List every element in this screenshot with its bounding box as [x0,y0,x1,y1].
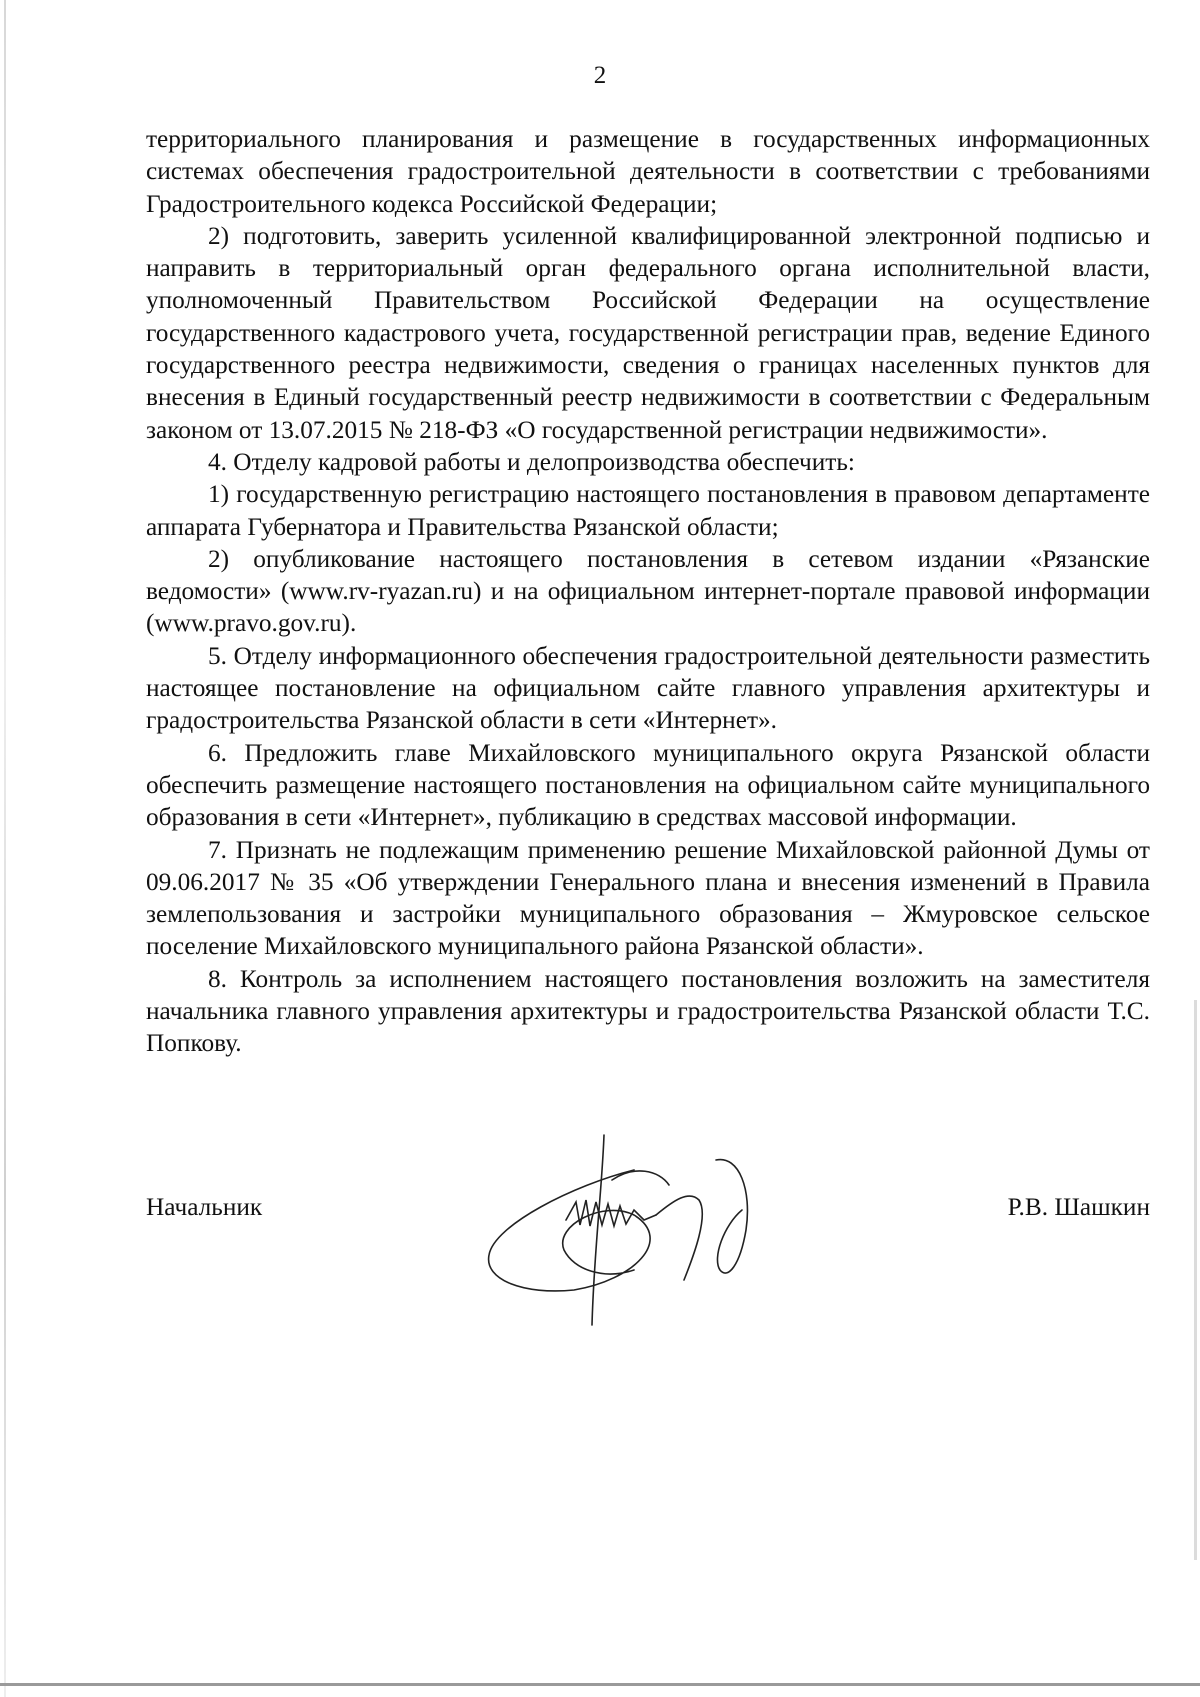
scan-edge-right [1194,1000,1197,1560]
scan-edge-left [4,0,6,1697]
handwritten-signature [484,1130,804,1350]
document-body [146,123,1150,1060]
paragraph-item-3-2: 2) подготовить, заверить усиленной квалифицированной электронной подписью и направить в территориальный орган федерального органа исполнительной власти, уполномоченный Правительством Российской Федерации на осуществление государственного кадастрового учета, государственной регистрации прав, ведение Единого государственного реестра недвижимости, сведения о границах населенных пунктов для внесения в Единый государственный реестр недвижимости в соответствии с Федеральным законом от 13.07.2015 № 218-ФЗ «О государственной регистрации недвижимости». [146,221,1150,444]
scan-edge-bottom [0,1683,1200,1686]
paragraph-item-8: 8. Контроль за исполнением настоящего постановления возложить на заместителя начальника главного управления архитектуры и градостроительства Рязанской области Т.С. Попкову. [146,964,1150,1058]
paragraph-item-5: 5. Отделу информационного обеспечения градостроительной деятельности разместить настоящее постановление на официальном сайте главного управления архитектуры и градостроительства Рязанской области в сети «Интернет». [146,641,1150,735]
signatory-name: Р.В. Шашкин [1007,1193,1150,1221]
paragraph-item-4-1: 1) государственную регистрацию настоящего постановления в правовом департаменте аппарата Губернатора и Правительства Рязанской области; [146,480,1150,541]
paragraph-item-6: 6. Предложить главе Михайловского муниципального округа Рязанской области обеспечить размещение настоящего постановления на официальном сайте муниципального образования в сети «Интернет», публикацию в средствах массовой информации. [146,738,1150,832]
paragraph-item-4: 4. Отделу кадровой работы и делопроизводства обеспечить: [208,447,855,476]
paragraph-item-7: 7. Признать не подлежащим применению решение Михайловской районной Думы от 09.06.2017 № 35 «Об утверждении Генерального плана и внесения изменений в Правила землепользования и застройки муниципального образования – Жмуровское сельское поселение Михайловского муниципального района Рязанской области». [146,835,1150,961]
page-number: 2 [593,62,607,89]
paragraph-continuation: территориального планирования и размещение в государственных информационных системах обеспечения градостроительной деятельности в соответствии с требованиями Градостроительного кодекса Российской Федерации; [146,125,1150,218]
signatory-position: Начальник [146,1193,263,1221]
paragraph-item-4-2: 2) опубликование настоящего постановления в сетевом издании «Рязанские ведомости» (www.rv-ryazan.ru) и на официальном интернет-портале правовой информации (www.pravo.gov.ru). [146,544,1150,638]
